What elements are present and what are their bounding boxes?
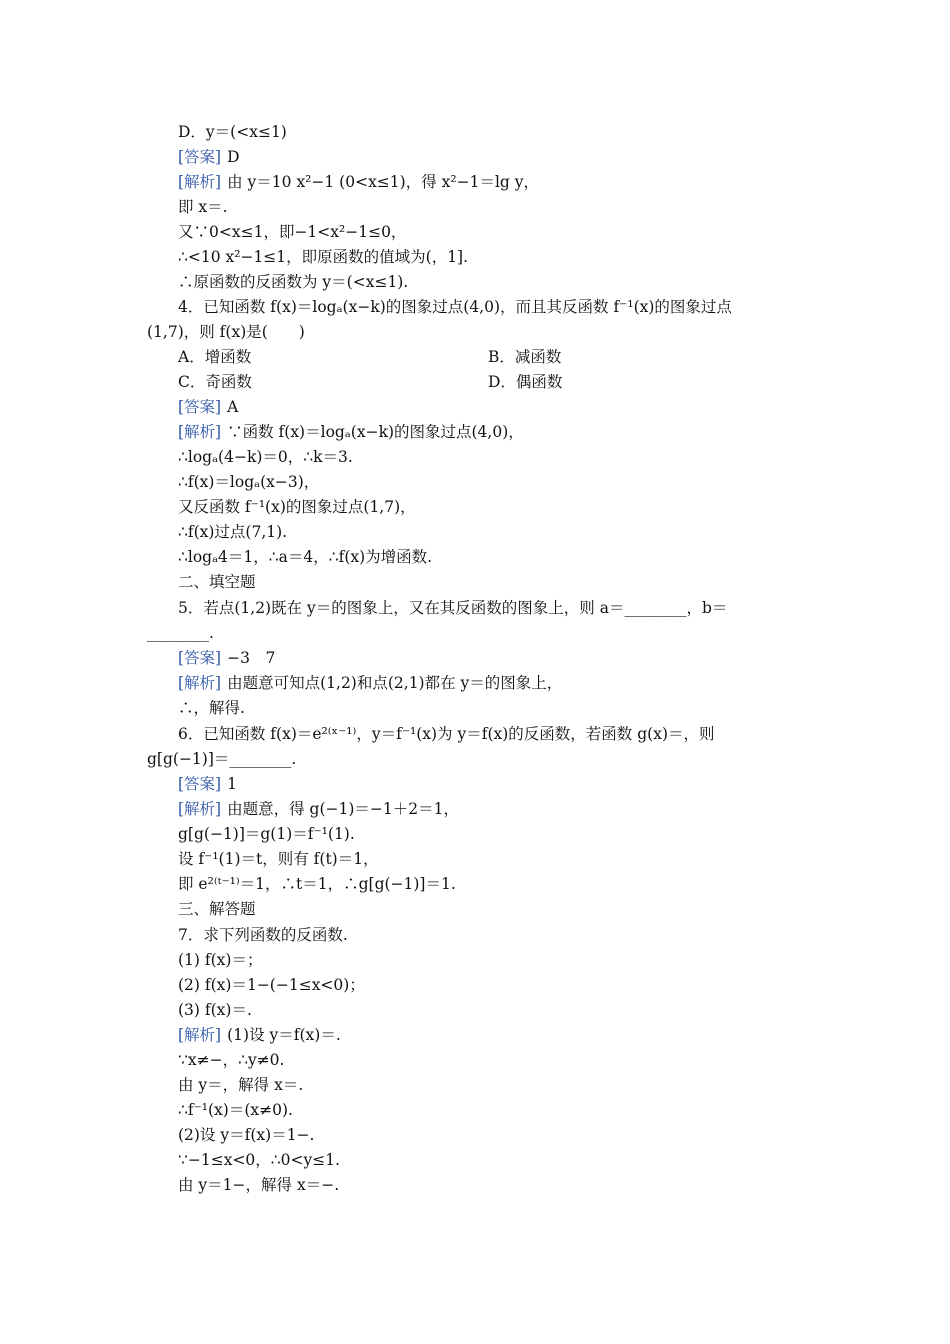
- line-text: 由 y＝，解得 x＝.: [178, 1076, 304, 1094]
- line-text: ∴，解得.: [178, 699, 245, 717]
- option-b: B．减函数: [488, 348, 562, 366]
- text-line: [178, 497, 416, 517]
- line-text: g[g(−1)]＝g(1)＝f⁻¹(1).: [178, 825, 355, 843]
- text-line: [178, 397, 238, 417]
- text-line: [178, 1125, 315, 1145]
- line-text: 4．已知函数 f(x)＝logₐ(x−k)的图象过点(4,0)，而且其反函数 f⁻¹(x)的图象过点: [178, 298, 732, 316]
- option-d: D．偶函数: [488, 373, 563, 391]
- line-text: (1)设 y＝f(x)＝.: [227, 1026, 341, 1044]
- text-line: [178, 147, 240, 167]
- line-text: 三、解答题: [178, 900, 256, 918]
- line-text: ∵函数 f(x)＝logₐ(x−k)的图象过点(4,0)，: [227, 423, 524, 441]
- text-line: [178, 1075, 303, 1095]
- line-text: ∴logₐ(4−k)＝0，∴k＝3.: [178, 448, 353, 466]
- text-line: [178, 849, 379, 869]
- text-line: [178, 899, 256, 919]
- line-text: (2) f(x)＝1−(−1≤x<0)；: [178, 976, 365, 994]
- line-text: 5．若点(1,2)既在 y＝的图象上，又在其反函数的图象上，则 a＝________，b＝: [178, 599, 728, 617]
- line-text: −3 7: [227, 649, 276, 667]
- line-text: 又反函数 f⁻¹(x)的图象过点(1,7)，: [178, 498, 416, 516]
- text-line: [178, 197, 228, 217]
- line-text: 即 e²⁽ᵗ⁻¹⁾＝1，∴t＝1，∴g[g(−1)]＝1.: [178, 875, 456, 893]
- line-text: (2)设 y＝f(x)＝1−.: [178, 1126, 315, 1144]
- option-a: A．增函数: [178, 348, 252, 366]
- text-line: [178, 172, 539, 192]
- text-line: [178, 447, 353, 467]
- line-text: A: [227, 398, 239, 416]
- text-line: [147, 322, 305, 342]
- option-c: C．奇函数: [178, 373, 252, 391]
- text-line: [178, 1100, 293, 1120]
- text-line: [178, 799, 459, 819]
- text-line: [178, 824, 355, 844]
- analysis-tag: [解析]: [178, 423, 222, 441]
- analysis-tag: [解析]: [178, 674, 222, 692]
- text-line: [178, 1025, 341, 1045]
- text-line: [178, 975, 365, 995]
- text-line: [178, 297, 732, 317]
- text-line: [178, 1150, 340, 1170]
- line-text: ∴f⁻¹(x)＝(x≠0).: [178, 1101, 293, 1119]
- text-line: [178, 247, 468, 267]
- line-text: 1: [227, 775, 237, 793]
- line-text: 由 y＝10 x²−1 (0<x≤1)，得 x²−1＝lg y，: [227, 173, 540, 191]
- line-text: ∴f(x)过点(7,1).: [178, 523, 288, 541]
- text-line: [178, 272, 408, 292]
- analysis-tag: [解析]: [178, 1026, 222, 1044]
- text-line: [178, 472, 319, 492]
- text-line: [178, 598, 727, 618]
- line-text: 即 x＝.: [178, 198, 228, 216]
- text-line: [178, 724, 715, 744]
- text-line: [147, 749, 296, 769]
- text-line: [178, 925, 348, 945]
- line-text: ∴原函数的反函数为 y＝(<x≤1).: [178, 273, 409, 291]
- line-text: (3) f(x)＝.: [178, 1001, 252, 1019]
- line-text: D．y＝(<x≤1): [178, 123, 287, 141]
- answer-tag: [答案]: [178, 649, 222, 667]
- line-text: ∴f(x)＝logₐ(x−3)，: [178, 473, 320, 491]
- text-line: [178, 950, 262, 970]
- line-text: ________.: [147, 624, 214, 642]
- text-line: [178, 222, 406, 242]
- line-text: (1,7)，则 f(x)是( ): [147, 323, 305, 341]
- text-line: [178, 422, 524, 442]
- line-text: ∵−1≤x<0，∴0<y≤1.: [178, 1151, 341, 1169]
- line-text: 由 y＝1−，解得 x＝−.: [178, 1176, 340, 1194]
- line-text: 7．求下列函数的反函数.: [178, 926, 348, 944]
- line-text: 又∵0<x≤1，即−1<x²−1≤0，: [178, 223, 407, 241]
- answer-tag: [答案]: [178, 775, 222, 793]
- text-line: [178, 572, 256, 592]
- text-line: [178, 874, 456, 894]
- analysis-tag: [解析]: [178, 173, 222, 191]
- line-text: ∴<10 x²−1≤1，即原函数的值域为(，1].: [178, 248, 469, 266]
- text-line: [178, 1000, 252, 1020]
- text-line: [147, 623, 214, 643]
- text-line: [178, 673, 562, 693]
- text-line: [178, 522, 287, 542]
- line-text: 由题意，得 g(−1)＝−1＋2＝1，: [227, 800, 459, 818]
- text-line: [178, 698, 245, 718]
- answer-tag: [答案]: [178, 398, 222, 416]
- answer-tag: [答案]: [178, 148, 222, 166]
- text-line: [178, 1050, 284, 1070]
- line-text: g[g(−1)]＝________.: [147, 750, 297, 768]
- line-text: 设 f⁻¹(1)＝t，则有 f(t)＝1，: [178, 850, 379, 868]
- text-line: [178, 648, 275, 668]
- line-text: (1) f(x)＝；: [178, 951, 263, 969]
- text-line: [178, 1175, 339, 1195]
- line-text: ∴logₐ4＝1，∴a＝4，∴f(x)为增函数.: [178, 548, 433, 566]
- text-line: [178, 122, 287, 142]
- line-text: 由题意可知点(1,2)和点(2,1)都在 y＝的图象上，: [227, 674, 563, 692]
- line-text: ∵x≠−，∴y≠0.: [178, 1051, 285, 1069]
- text-line: [178, 774, 237, 794]
- analysis-tag: [解析]: [178, 800, 222, 818]
- line-text: D: [227, 148, 240, 166]
- text-line: [178, 547, 432, 567]
- line-text: 二、填空题: [178, 573, 256, 591]
- line-text: 6．已知函数 f(x)＝e²⁽ˣ⁻¹⁾，y＝f⁻¹(x)为 y＝f(x)的反函数，若函数 g(x)＝，则: [178, 725, 715, 743]
